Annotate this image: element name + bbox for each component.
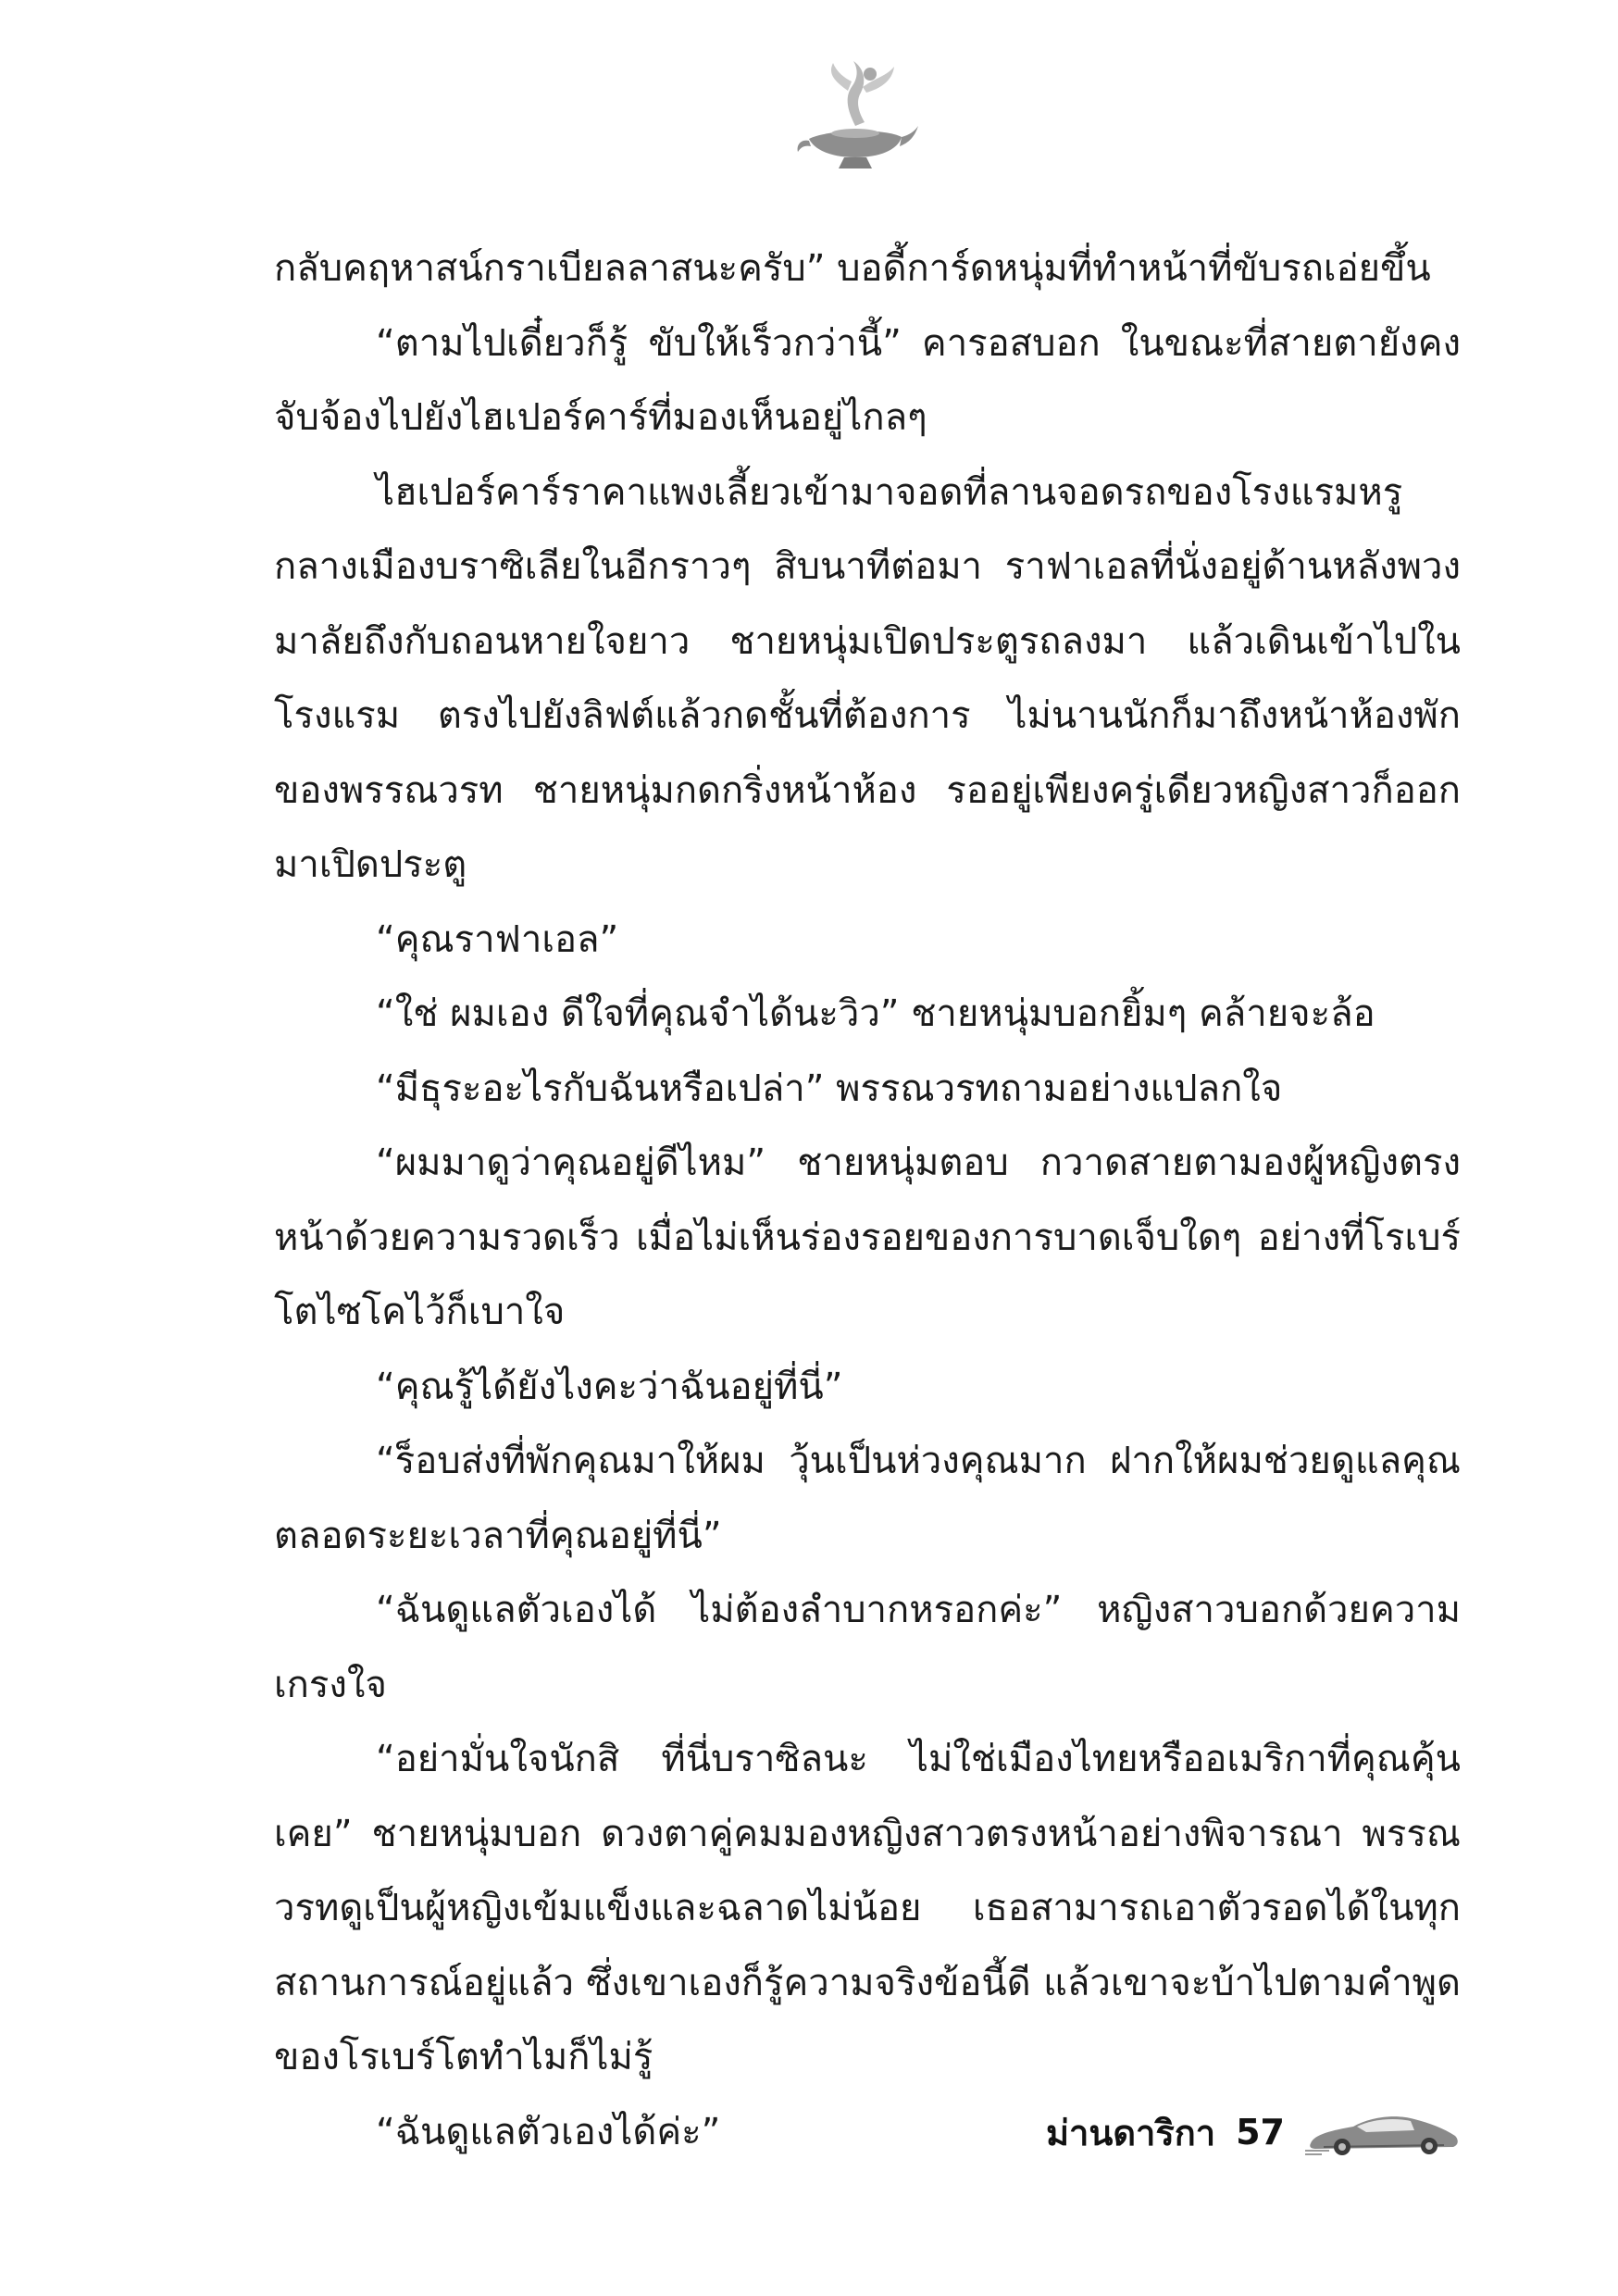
paragraph: “คุณราฟาเอล” — [376, 917, 619, 961]
paragraph: “ร็อบส่งที่พักคุณมาให้ผม วุ้นเป็นห่วงคุณมาก ฝากให้ผมช่วยดูแลคุณตลอดระยะเวลาที่คุณอยู่ที่นี่” — [274, 1440, 1461, 1557]
author-name: ม่านดาริกา — [1045, 2112, 1216, 2153]
page-number: 57 — [1236, 2112, 1285, 2152]
sports-car-icon — [1305, 2106, 1462, 2158]
genie-lamp-icon — [790, 54, 920, 174]
page-footer — [1046, 2100, 1462, 2165]
body-text — [274, 231, 1461, 2169]
paragraph: ไฮเปอร์คาร์ราคาแพงเลี้ยวเข้ามาจอดที่ลานจอดรถของโรงแรมหรูกลางเมืองบราซิเลียในอีกราวๆ สิบนาทีต่อมา ราฟาเอลที่นั่งอยู่ด้านหลังพวงมาลัยถึงกับถอนหายใจยาว ชายหนุ่มเปิดประตูรถลงมา แล้วเดินเข้าไปในโรงแรม ตรงไปยังลิฟต์แล้วกดชั้นที่ต้องการ ไม่นานนักก็มาถึงหน้าห้องพักของพรรณวรท ชายหนุ่มกดกริ่งหน้าห้อง รออยู่เพียงครู่เดียวหญิงสาวก็ออกมาเปิดประตู — [274, 470, 1461, 886]
paragraph: “มีธุระอะไรกับฉันหรือเปล่า” พรรณวรทถามอย่างแปลกใจ — [376, 1067, 1283, 1110]
paragraph: “ฉันดูแลตัวเองได้ค่ะ” — [376, 2110, 721, 2153]
paragraph: “ฉันดูแลตัวเองได้ ไม่ต้องลำบากหรอกค่ะ” หญิงสาวบอกด้วยความเกรงใจ — [274, 1589, 1461, 1706]
paragraph: “ผมมาดูว่าคุณอยู่ดีไหม” ชายหนุ่มตอบ กวาดสายตามองผู้หญิงตรงหน้าด้วยความรวดเร็ว เมื่อไม่เห็นร่องรอยของการบาดเจ็บใดๆ อย่างที่โรเบร์โตไซโคไว้ก็เบาใจ — [274, 1142, 1461, 1333]
paragraph: “คุณรู้ได้ยังไงคะว่าฉันอยู่ที่นี่” — [376, 1365, 843, 1408]
paragraph: “อย่ามั่นใจนักสิ ที่นี่บราซิลนะ ไม่ใช่เมืองไทยหรืออเมริกาที่คุณคุ้นเคย” ชายหนุ่มบอก ดวงตาคู่คมมองหญิงสาวตรงหน้าอย่างพิจารณา พรรณวรทดูเป็นผู้หญิงเข้มแข็งและฉลาดไม่น้อย เธอสามารถเอาตัวรอดได้ในทุกสถานการณ์อยู่แล้ว ซึ่งเขาเองก็รู้ความจริงข้อนี้ดี แล้วเขาจะบ้าไปตามคำพูดของโรเบร์โตทำไมก็ไม่รู้ — [274, 1738, 1461, 2078]
paragraph: กลับคฤหาสน์กราเบียลลาสนะครับ” บอดี้การ์ดหนุ่มที่ทำหน้าที่ขับรถเอ่ยขึ้น — [274, 247, 1431, 290]
paragraph: “ใช่ ผมเอง ดีใจที่คุณจำได้นะวิว” ชายหนุ่มบอกยิ้มๆ คล้ายจะล้อ — [376, 992, 1375, 1035]
paragraph: “ตามไปเดี๋ยวก็รู้ ขับให้เร็วกว่านี้” คารอสบอก ในขณะที่สายตายังคงจับจ้องไปยังไฮเปอร์คาร์ที่มองเห็นอยู่ไกลๆ — [274, 321, 1461, 439]
